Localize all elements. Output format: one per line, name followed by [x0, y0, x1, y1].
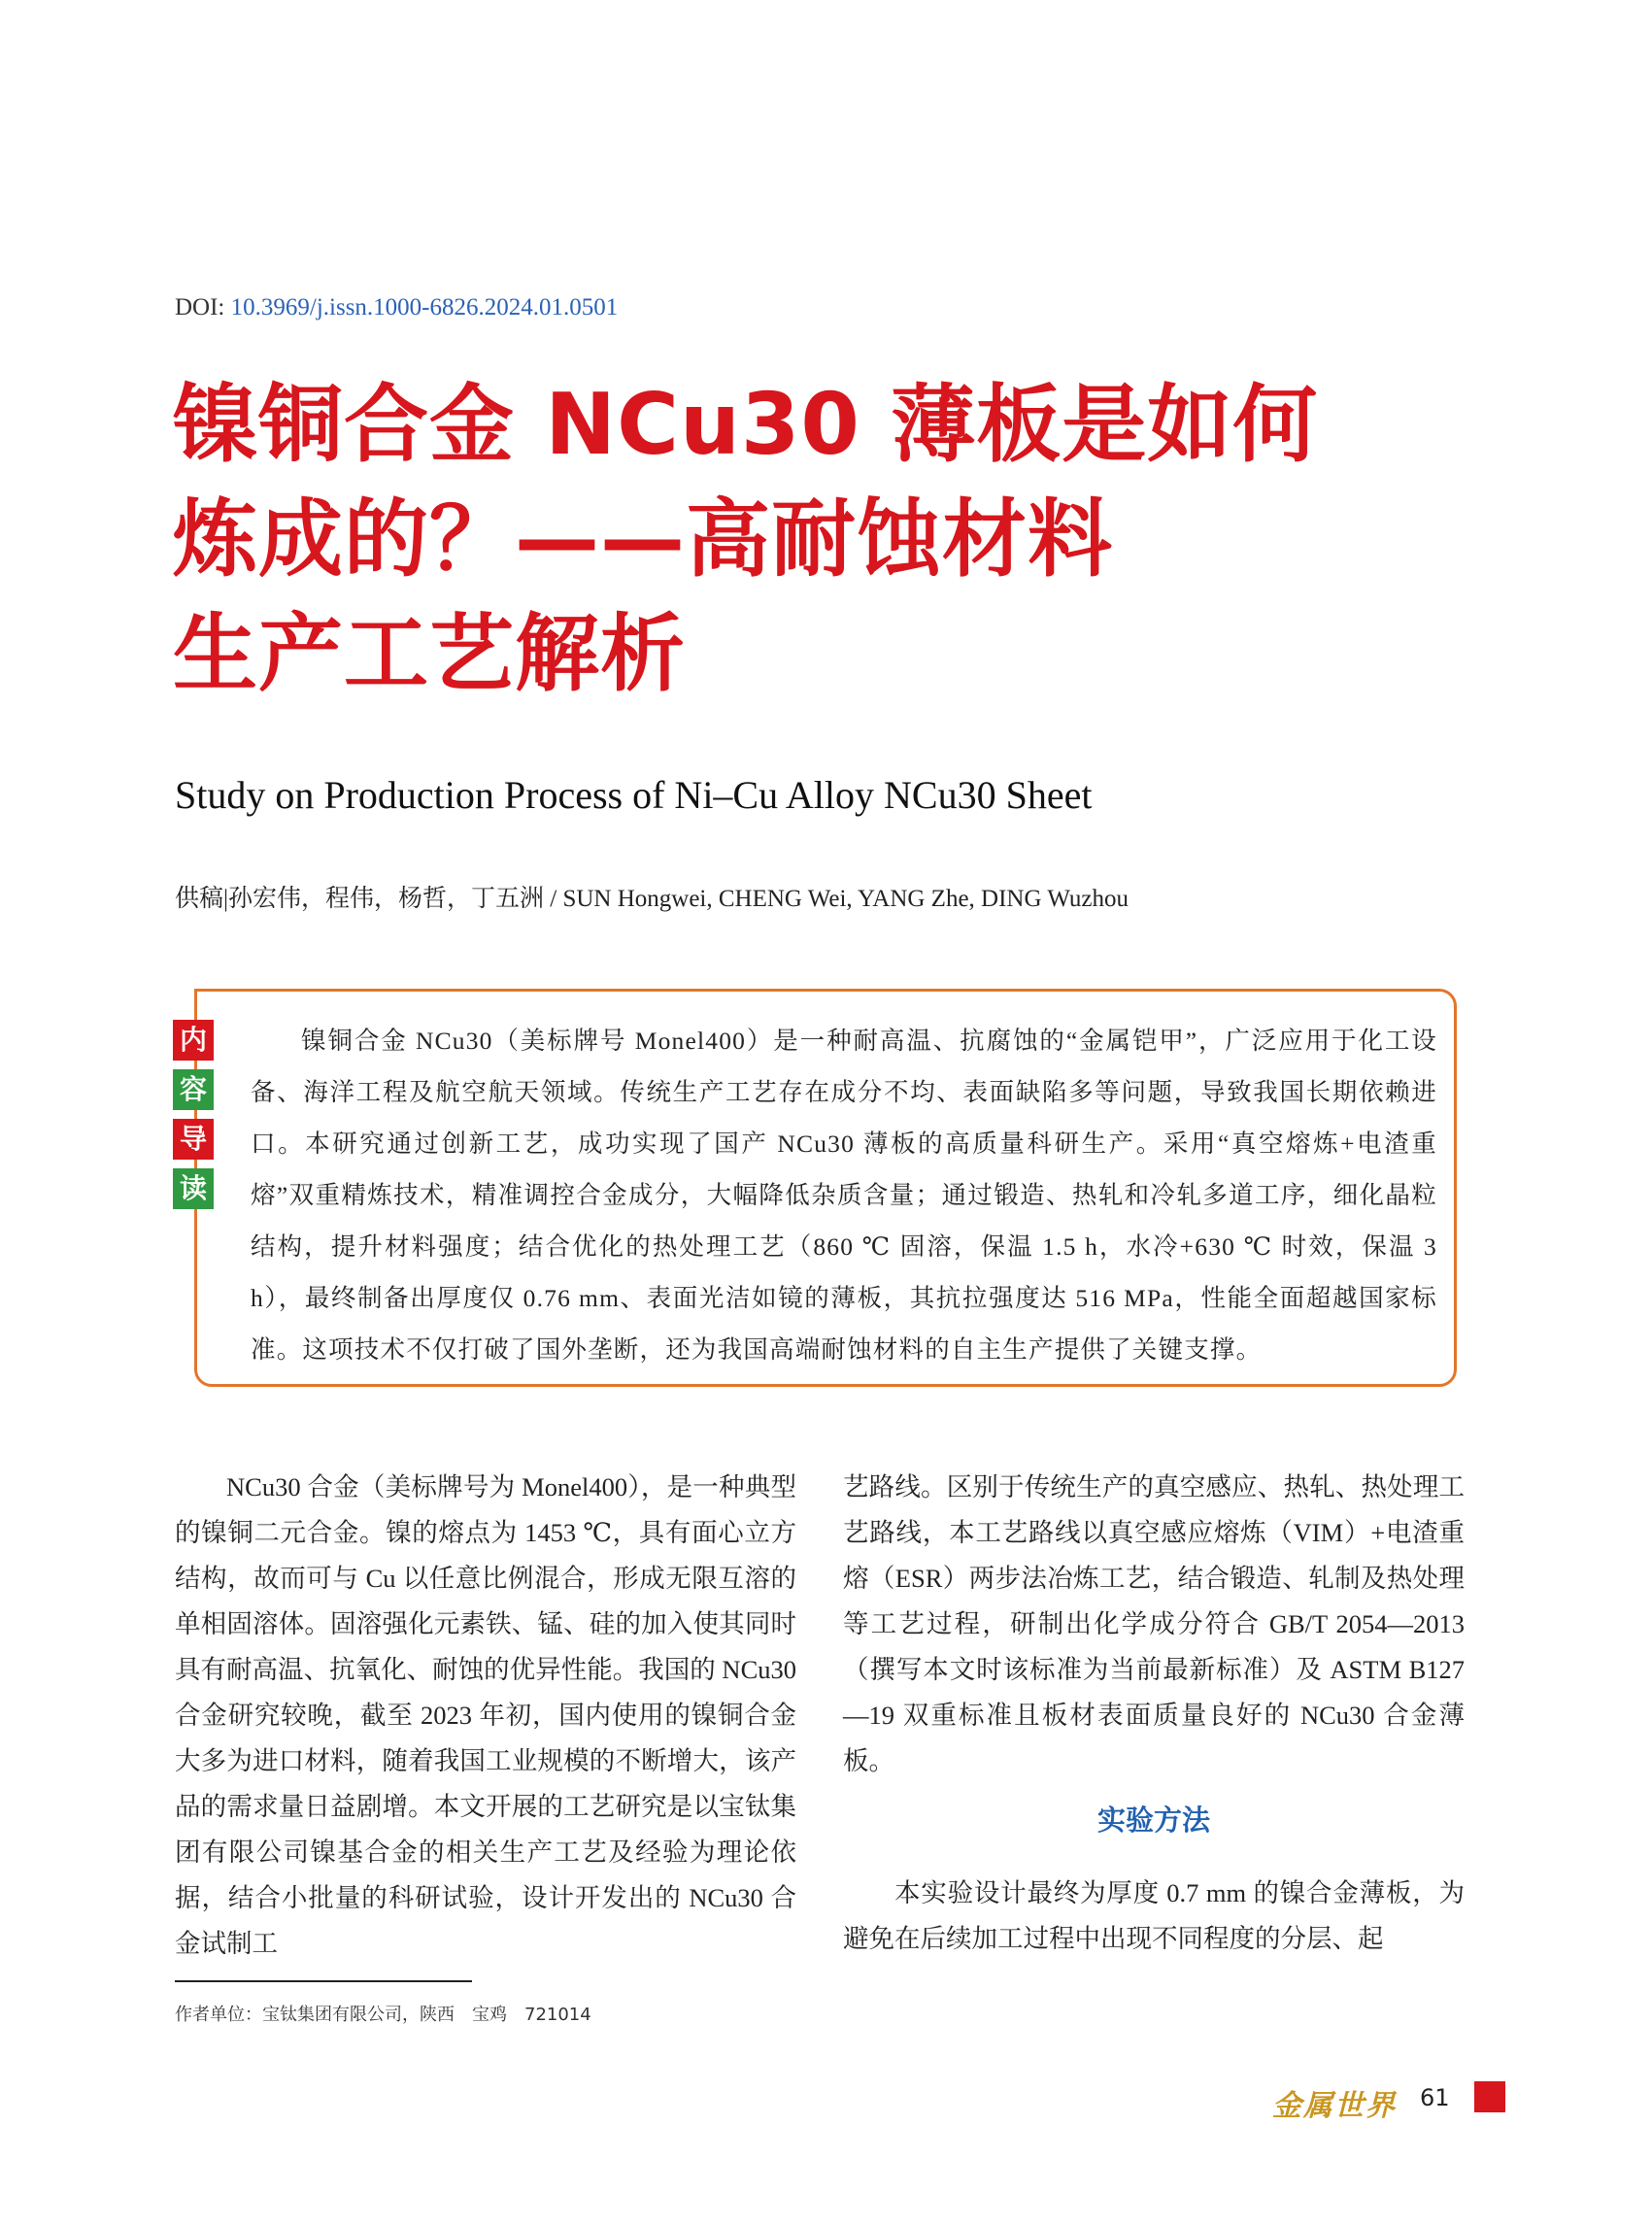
- abstract-text: 镍铜合金 NCu30（美标牌号 Monel400）是一种耐高温、抗腐蚀的“金属铠甲”，广泛应用于化工设备、海洋工程及航空航天领域。传统生产工艺存在成分不均、表面缺陷多等问题，导致我国长期依赖进口。本研究通过创新工艺，成功实现了国产 NCu30 薄板的高质量科研生产。采用“真空熔炼+电渣重熔”双重精炼技术，精准调控合金成分，大幅降低杂质含量；通过锻造、热轧和冷轧多道工序，细化晶粒结构，提升材料强度；结合优化的热处理工艺（860 ℃ 固溶，保温 1.5 h，水冷+630 ℃ 时效，保温 3 h），最终制备出厚度仅 0.76 mm、表面光洁如镜的薄板，其抗拉强度达 516 MPa，性能全面超越国家标准。这项技术不仅打破了国外垄断，还为我国高端耐蚀材料的自主生产提供了关键支撑。: [251, 1027, 1437, 1364]
- doi-line: [175, 294, 618, 321]
- body-left-column: NCu30 合金（美标牌号为 Monel400），是一种典型的镍铜二元合金。镍的熔点为 1453 ℃，具有面心立方结构，故而可与 Cu 以任意比例混合，形成无限互溶的单相固溶体。固溶强化元素铁、锰、硅的加入使其同时具有耐高温、抗氧化、耐蚀的优异性能。我国的 NCu30 合金研究较晚，截至 2023 年初，国内使用的镍铜合金大多为进口材料，随着我国工业规模的不断增大，该产品的需求量日益剧增。本文开展的工艺研究是以宝钛集团有限公司镍基合金的相关生产工艺及经验为理论依据，结合小批量的科研试验，设计开发出的 NCu30 合金试制工: [175, 1472, 796, 1958]
- footnote-divider: [175, 1980, 472, 1982]
- page-number: 61: [1420, 2084, 1450, 2111]
- abstract-tag-char: 容: [173, 1069, 214, 1110]
- article-title: [173, 367, 1338, 711]
- english-title: Study on Production Process of Ni–Cu Alloy NCu30 Sheet: [175, 773, 1093, 817]
- body-right-column-bottom: 本实验设计最终为厚度 0.7 mm 的镍合金薄板，为避免在后续加工过程中出现不同程度的分层、起: [843, 1878, 1465, 1953]
- title-line-1: 镍铜合金 NCu30 薄板是如何: [173, 375, 1319, 474]
- abstract-tag-char: 内: [173, 1020, 214, 1061]
- journal-logo: 金属世界: [1272, 2089, 1397, 2123]
- abstract-tag: [173, 1020, 214, 1218]
- abstract-tag-char: 导: [173, 1119, 214, 1160]
- page-marker-square: [1474, 2081, 1505, 2112]
- body-right-column-top: 艺路线。区别于传统生产的真空感应、热轧、热处理工艺路线，本工艺路线以真空感应熔炼（VIM）+电渣重熔（ESR）两步法冶炼工艺，结合锻造、轧制及热处理等工艺过程，研制出化学成分符合 GB/T 2054—2013（撰写本文时该标准为当前最新标准）及 ASTM B127—19 双重标准且板材表面质量良好的 NCu30 合金薄板。: [843, 1472, 1465, 1775]
- title-line-3: 生产工艺解析: [173, 604, 686, 703]
- doi-label: DOI:: [175, 294, 231, 320]
- abstract-tag-char: 读: [173, 1168, 214, 1209]
- author-line: 供稿|孙宏伟，程伟，杨哲，丁五洲 / SUN Hongwei, CHENG Wei, YANG Zhe, DING Wuzhou: [175, 886, 1129, 912]
- title-line-2: 炼成的？——高耐蚀材料: [173, 489, 1113, 589]
- section-heading: 实验方法: [1096, 1804, 1210, 1837]
- author-affiliation-footnote: 作者单位：宝钛集团有限公司，陕西 宝鸡 721014: [175, 2005, 591, 2025]
- doi-link[interactable]: 10.3969/j.issn.1000-6826.2024.01.0501: [230, 294, 619, 320]
